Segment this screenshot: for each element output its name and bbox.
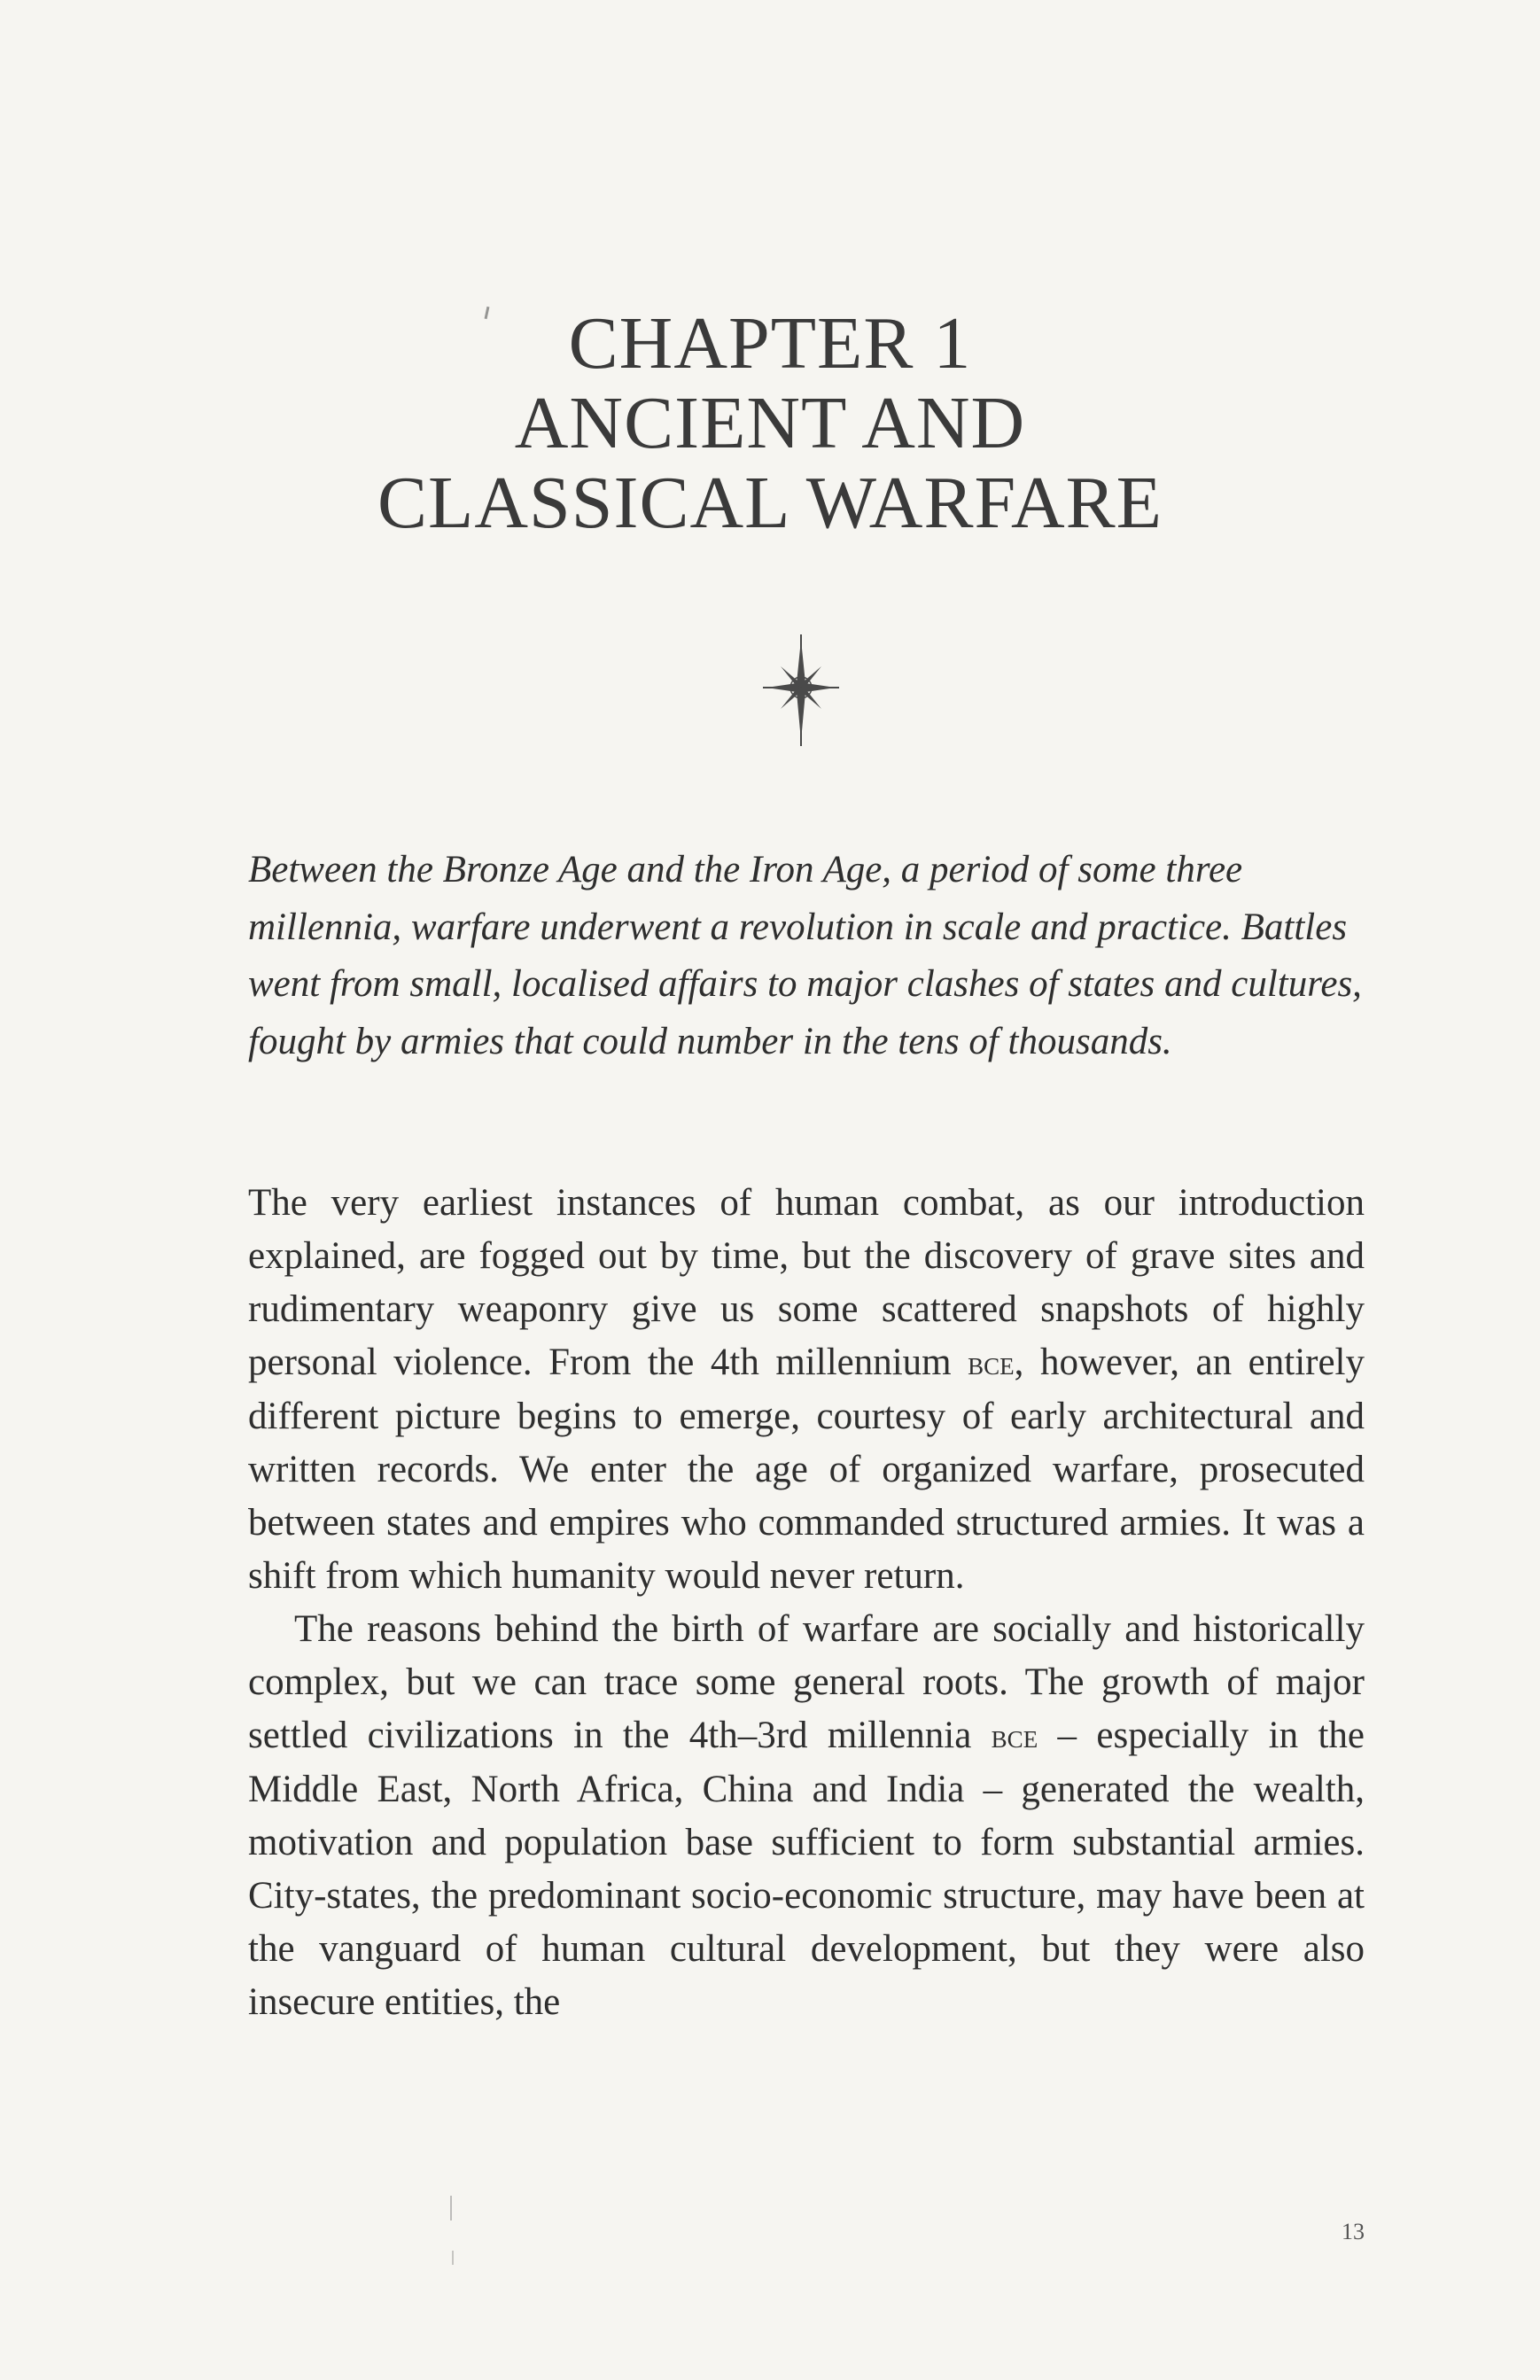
chapter-title-line-1: ANCIENT AND xyxy=(514,382,1026,465)
body-paragraph: The very earliest instances of human combat, as our introduction explained, are fogged out by time, but the discovery of grave sites and rudimentary weaponry give us some scattered snapshots of highly personal violence. From the 4th millennium bce, however, an entirely different picture begins to emerge, courtesy of early architectural and written records. We enter the age of organized warfare, prosecuted between states and empires who commanded structured armies. It was a shift from which humanity would never return. xyxy=(248,1182,1365,1597)
chapter-intro: Between the Bronze Age and the Iron Age, a period of some three millennia, warfare underwent a revolution in scale and practice. Battles went from small, localised affairs to major clashes of states and cultures, fought by armies that could number in the tens of thousands. xyxy=(248,849,1362,1062)
scan-speck xyxy=(452,2251,454,2265)
scan-speck xyxy=(450,2196,452,2221)
body-paragraph: The reasons behind the birth of warfare are socially and historically complex, but we can trace some general roots. The growth of major settled civilizations in the 4th–3rd millennia bce – especially in the Middle East, North Africa, China and India – generated the wealth, motivation and population base sufficient to form substantial armies. City-states, the predominant socio-economic structure, may have been at the vanguard of human cultural development, but they were also insecure entities, the xyxy=(248,1608,1365,2023)
chapter-title xyxy=(0,304,1540,543)
era-abbreviation: bce xyxy=(991,1718,1038,1755)
era-abbreviation: bce xyxy=(968,1345,1015,1382)
compass-rose-icon xyxy=(761,633,841,748)
page-number: 13 xyxy=(1342,2219,1365,2244)
chapter-title-line-2: CLASSICAL WARFARE xyxy=(377,462,1163,545)
chapter-number: CHAPTER 1 xyxy=(568,302,972,385)
chapter-body xyxy=(248,1177,1365,2029)
